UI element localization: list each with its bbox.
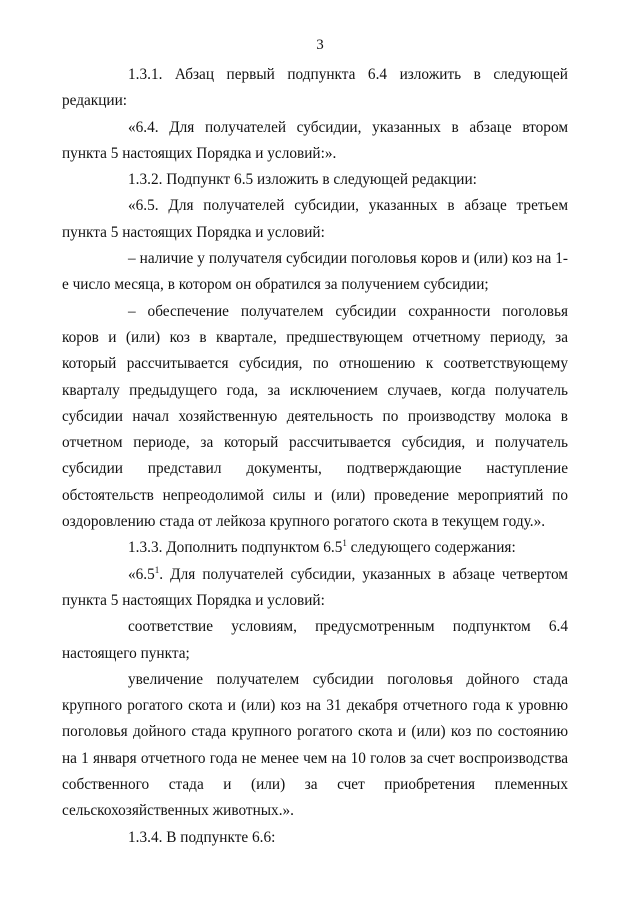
page-number: 3 [316, 37, 324, 53]
paragraph-quote-6-5: «6.5. Для получателей субсидии, указанных в абзаце третьем пункта 5 настоящих Порядка и условий: [62, 197, 568, 241]
paragraph-1-3-2: 1.3.2. Подпункт 6.5 изложить в следующей редакции: [128, 171, 477, 189]
paragraph-quote-6-5-1-end: . Для получателей субсидии, указанных в абзаце четвертом пункта 5 настоящих Порядка и условий: [62, 565, 568, 609]
document-body [62, 62, 568, 851]
paragraph-compliance: соответствие условиям, предусмотренным подпунктом 6.4 настоящего пункта; [62, 618, 568, 662]
paragraph-1-3-3 [62, 535, 568, 561]
superscript-one: 1 [154, 564, 160, 575]
paragraph-1-3-1: 1.3.1. Абзац первый подпункта 6.4 изложить в следующей редакции: [62, 66, 568, 110]
paragraph-1-3-4: 1.3.4. В подпункте 6.6: [128, 828, 276, 846]
paragraph-herd-increase: увеличение получателем субсидии поголовья дойного стада крупного рогатого скота и (или) коз на 31 декабря отчетного года к уровню поголовья дойного стада крупного рогатого скота и (или) коз по состоянию на 1 января отчетного года не менее чем на 10 голов за счет воспроизводства собственного стада и (или) за счет приобретения племенных сельскохозяйственных животных.». [62, 670, 568, 820]
paragraph-1-3-3-start: 1.3.3. Дополнить подпунктом 6.5 [128, 539, 343, 557]
paragraph-quote-6-5-1-start: «6.5 [128, 565, 155, 583]
paragraph-condition-livestock: – наличие у получателя субсидии поголовья коров и (или) коз на 1-е число месяца, в котором он обратился за получением субсидии; [62, 250, 568, 294]
paragraph-quote-6-5-1 [62, 562, 568, 615]
paragraph-quote-6-4: «6.4. Для получателей субсидии, указанных в абзаце втором пункта 5 настоящих Порядка и условий:». [62, 118, 568, 162]
superscript-one: 1 [342, 538, 347, 549]
paragraph-1-3-3-end: следующего содержания: [346, 539, 516, 557]
paragraph-condition-preservation: – обеспечение получателем субсидии сохранности поголовья коров и (или) коз в квартале, предшествующем отчетному периоду, за который рассчитывается субсидия, по отношению к соответствующему кварталу предыдущего года, за исключением случаев, когда получатель субсидии начал хозяйственную деятельность по производству молока в отчетном периоде, за который рассчитывается субсидия, и получатель субсидии представил документы, подтверждающие наступление обстоятельств непреодолимой силы и (или) проведение мероприятий по оздоровлению стада от лейкоза крупного рогатого скота в текущем году.». [62, 302, 568, 531]
